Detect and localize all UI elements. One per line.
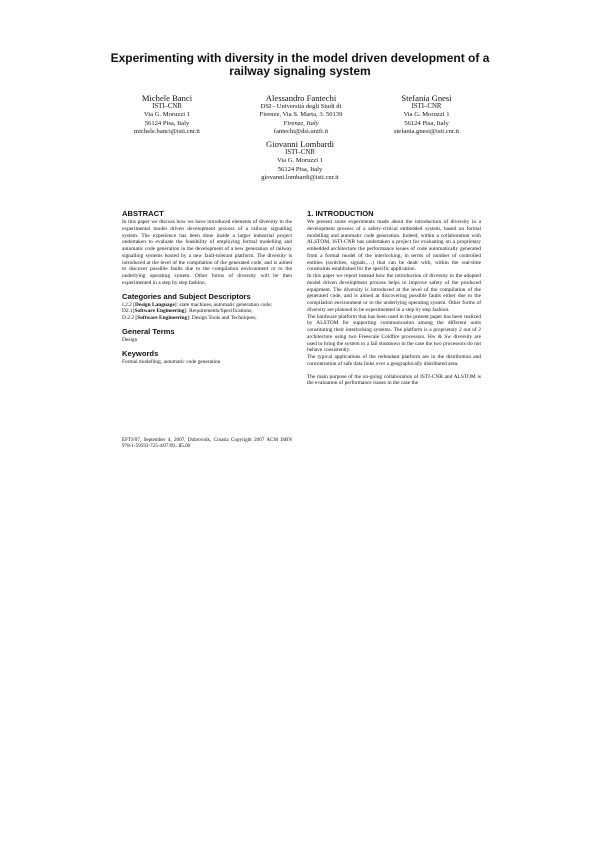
general-terms-text: Design bbox=[122, 336, 138, 343]
intro-paragraph: The typical applications of the redundant platform are in the distribution and concentration of safe data links over a geographically distributed area. bbox=[307, 354, 481, 367]
intro-paragraph: The main purpose of the on-going collaboration of ISTI-CNR and ALSTOM is the evaluation of performance issues in the case the bbox=[307, 373, 481, 387]
author-email: giovanni.lombardi@isti.cnr.it bbox=[261, 173, 339, 181]
introduction-heading: 1. INTRODUCTION bbox=[307, 209, 374, 218]
author-email: fantechi@dsi.unifi.it bbox=[273, 127, 329, 135]
keywords-text: Formal modelling, automatic code generation bbox=[122, 358, 221, 365]
author-email: stefania.gnesi@isti.cnr.it bbox=[393, 127, 460, 135]
author-name: Michele Banci bbox=[141, 93, 193, 103]
author-address: Via G. Moruzzi 1 bbox=[276, 157, 324, 165]
intro-paragraph: We present some experiments made about the introduction of diversity in a development process of a safety-critical embedded system, based on formal modelling and automatic code generation. Indeed, within a collaboration with ALSTOM, ISTI-CNR has undertaken a project for evaluating on a proprietary embedded architecture the performance issues of code automatically generated from a formal model of the interlocking, in terms of number of controlled entities (switches, signals,…) that can be dealt with, within the real-time constraints established for the specific application. bbox=[307, 219, 481, 273]
author-affiliation: ISTI–CNR bbox=[411, 103, 442, 110]
abstract-heading: ABSTRACT bbox=[122, 209, 164, 218]
author-address: Via G. Moruzzi 1 bbox=[403, 111, 450, 119]
author-block bbox=[122, 93, 212, 136]
keywords-heading: Keywords bbox=[122, 348, 159, 358]
intro-paragraph: The hardware platform that has been used in the present paper has been realized by ALSTOM for supporting communication among the different units constituting their interlocking systems. The platform is a proprietary 2 out of 2 architecture using two Freescale Coldfire processors. Hw & Sw diversity are used to bring the system to a fail shutdown in the case the two processors do not behave consistently. bbox=[307, 313, 481, 354]
abstract-text: In this paper we discuss how we have introduced elements of diversity in the experimental model driven development process of a railway signalling system. The experience has been done inside a larger industrial project undertaken to evaluate the feasibility of employing formal modelling and automatic code generation in the development of a new generation of railway signalling systems hosted by a new fault-tolerant platform. The diversity is introduced at the level of the compilation of the generated code, and is aimed to discover possible faults due to the compilation environment or to the underlying operating system. Other forms of diversity will be then experimented in a step by step fashion. bbox=[122, 219, 292, 286]
categories-heading: Categories and Subject Descriptors bbox=[122, 291, 251, 301]
author-affiliation: ISTI–CNR bbox=[152, 103, 182, 110]
intro-paragraph: In this paper we report instead how the introduction of diversity in the adopted model driven development process helps to improve safety of the produced equipment. The diversity is introduced at the level of the compilation of the generated code, and is aimed at discovering possible faults either due to the compilation environment or to the underlying operating system. Other forms of diversity are planned to be experimented in a step by step fashion. bbox=[307, 273, 481, 313]
paper-title: Experimenting with diversity in the model driven development of a railway signaling system bbox=[110, 51, 490, 78]
author-name: Giovanni Lombardi bbox=[265, 139, 335, 149]
author-address: Firenze, Via S. Marta, 3. 50139 bbox=[259, 111, 343, 119]
author-name: Stefania Gnesi bbox=[401, 93, 452, 103]
author-address: Via G. Moruzzi 1 bbox=[143, 111, 191, 119]
category-item: D.2.2 [Software Engineering]: Design Tools and Techniques; bbox=[122, 315, 257, 321]
left-column bbox=[122, 209, 292, 365]
author-address: 56124 Pisa, Italy bbox=[277, 165, 323, 173]
author-block bbox=[245, 139, 355, 182]
author-affiliation: ISTI–CNR bbox=[285, 149, 315, 156]
author-block bbox=[374, 93, 479, 136]
author-address: Firenze, Italy bbox=[283, 119, 319, 127]
author-address: 56124 Pisa, Italy bbox=[144, 119, 190, 127]
author-block bbox=[246, 93, 356, 136]
category-item: I.2.2 [Design Language]: state machines, automatic generation code; bbox=[122, 301, 273, 308]
copyright-footnote: EFTS'07, September 4, 2007, Dubrovnik, Croatia Copyright 2007 ACM ISBN 978-1-59593-725-4/07/09...$5.00 bbox=[122, 437, 292, 450]
author-email: michele.banci@isti.cnr.it bbox=[134, 127, 200, 135]
author-name: Alessandro Fantechi bbox=[265, 93, 337, 103]
author-address: 56124 Pisa, Italy bbox=[404, 119, 449, 127]
right-column bbox=[307, 209, 481, 387]
author-affiliation: DSI - Università degli Studi di bbox=[260, 103, 342, 110]
general-terms-heading: General Terms bbox=[122, 326, 175, 336]
category-item: D2.1[Software Engineering]: Requirements/Specifications; bbox=[122, 308, 253, 315]
